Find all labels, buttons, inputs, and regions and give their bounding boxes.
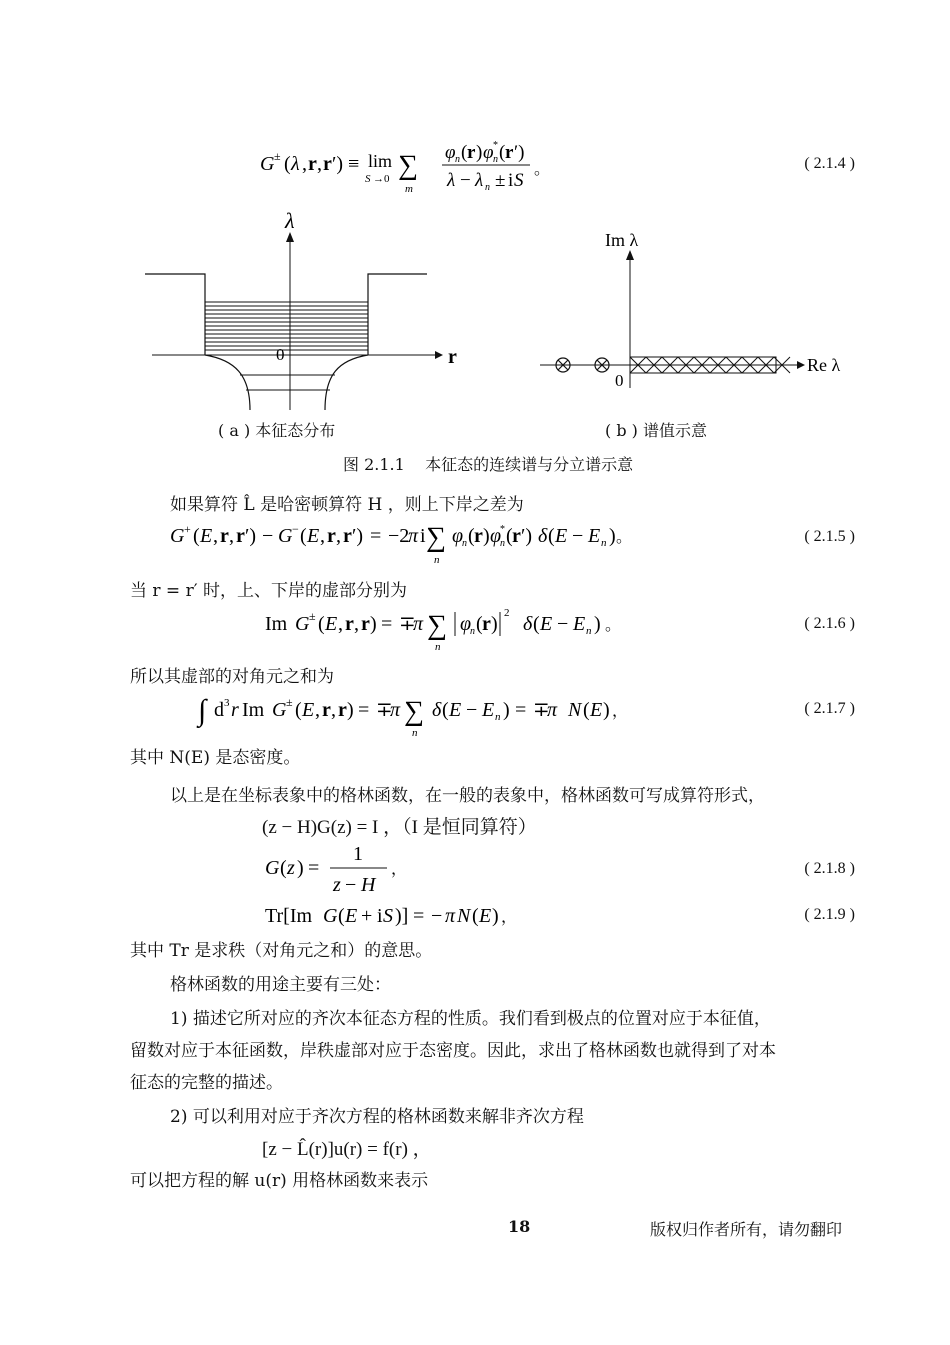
- equation-2-1-4: [250, 132, 580, 194]
- svg-text:E: E: [200, 525, 213, 547]
- svg-text:n: n: [462, 538, 467, 549]
- svg-text:(: (: [476, 613, 483, 635]
- svg-text:r: r: [512, 525, 521, 547]
- svg-text:(: (: [468, 525, 475, 547]
- svg-text:r: r: [236, 525, 245, 547]
- svg-text:G: G: [323, 905, 338, 927]
- svg-text:−: −: [345, 874, 357, 896]
- svg-text:G: G: [272, 699, 287, 721]
- svg-text:φ: φ: [445, 142, 456, 163]
- svg-text:r: r: [231, 699, 239, 721]
- svg-text:(: (: [533, 613, 540, 635]
- svg-text:n: n: [412, 727, 418, 738]
- svg-text:H: H: [361, 874, 376, 896]
- paragraph: 当 r = r′ 时，上、下岸的虚部分别为: [130, 581, 407, 601]
- paragraph: 其中 N(E) 是态密度。: [130, 748, 301, 768]
- figure-label: 图 2.1.1: [343, 455, 405, 474]
- svg-text:−: −: [262, 525, 274, 547]
- equation-number: ( 2.1.7 ): [804, 700, 855, 717]
- svg-text:E: E: [588, 525, 601, 547]
- svg-text:π: π: [413, 613, 424, 635]
- svg-text:r: r: [482, 613, 491, 635]
- svg-text:G: G: [260, 153, 275, 175]
- svg-text:E: E: [573, 613, 586, 635]
- svg-text:(: (: [318, 613, 325, 635]
- svg-text:n: n: [500, 538, 505, 549]
- svg-text:≡: ≡: [348, 153, 360, 175]
- svg-text:): ): [297, 857, 304, 879]
- subcaption-a: ( a ) 本征态分布: [218, 421, 336, 440]
- svg-text:lim: lim: [368, 151, 393, 171]
- copyright-notice: 版权归作者所有，请勿翻印: [650, 1220, 843, 1239]
- svg-text:−: −: [292, 522, 299, 536]
- svg-text:r: r: [322, 699, 331, 721]
- svg-text:(: (: [284, 153, 291, 175]
- svg-text:E: E: [555, 525, 568, 547]
- svg-text:n: n: [493, 154, 498, 165]
- svg-text:±: ±: [274, 149, 281, 163]
- svg-text:π: π: [547, 699, 558, 721]
- svg-text:z: z: [287, 857, 295, 879]
- svg-text:(: (: [300, 525, 307, 547]
- svg-text:): ): [483, 525, 490, 547]
- svg-text:+: +: [361, 905, 373, 927]
- equation-number: ( 2.1.8 ): [804, 860, 855, 877]
- equation-number: ( 2.1.9 ): [804, 906, 855, 923]
- svg-text:φ: φ: [460, 613, 472, 635]
- svg-text:φ: φ: [452, 525, 464, 547]
- svg-text:=: =: [515, 699, 527, 721]
- svg-text:,: ,: [320, 525, 325, 547]
- svg-text:∑: ∑: [427, 610, 447, 641]
- svg-text:i: i: [420, 525, 426, 547]
- svg-text:Tr[Im: Tr[Im: [265, 905, 313, 927]
- svg-text:Im: Im: [265, 613, 288, 635]
- svg-text:，: ，: [501, 909, 518, 926]
- svg-text:,: ,: [336, 525, 341, 547]
- svg-text:r: r: [361, 613, 370, 635]
- svg-text:S: S: [365, 173, 371, 185]
- svg-text:): ): [370, 613, 377, 635]
- svg-text:′): ′): [332, 153, 344, 175]
- svg-text:2: 2: [504, 607, 510, 619]
- svg-text:n: n: [495, 711, 501, 723]
- svg-text:E: E: [482, 699, 495, 721]
- svg-text:E: E: [479, 905, 492, 927]
- svg-text:λ: λ: [475, 170, 484, 191]
- svg-text:φ: φ: [483, 142, 494, 163]
- svg-text:,: ,: [338, 613, 343, 635]
- svg-text:(: (: [295, 699, 302, 721]
- svg-text:−: −: [431, 905, 443, 927]
- svg-text:E: E: [540, 613, 553, 635]
- svg-text:r: r: [505, 142, 514, 163]
- svg-text:，: ，: [391, 861, 408, 878]
- svg-text:): ): [594, 613, 601, 635]
- paragraph: 2) 可以利用对应于齐次方程的格林函数来解非齐次方程: [170, 1107, 584, 1127]
- svg-text:E: E: [325, 613, 338, 635]
- svg-text:): ): [347, 699, 354, 721]
- svg-text:Im: Im: [242, 699, 265, 721]
- paragraph: 其中 Tr 是求秩（对角元之和）的意思。: [130, 941, 433, 961]
- svg-text:E: E: [590, 699, 603, 721]
- page-number: 18: [508, 1217, 531, 1236]
- svg-text:n: n: [485, 182, 490, 193]
- axis-re-lambda: Re λ: [807, 355, 841, 375]
- svg-text:π: π: [445, 905, 456, 927]
- svg-text:S: S: [383, 905, 393, 927]
- svg-text:r: r: [343, 525, 352, 547]
- svg-text:−: −: [572, 525, 584, 547]
- svg-text:E: E: [302, 699, 315, 721]
- svg-text:±: ±: [495, 170, 506, 191]
- equation-number: ( 2.1.5 ): [804, 528, 855, 545]
- svg-text:r: r: [308, 153, 317, 175]
- svg-text:(: (: [583, 699, 590, 721]
- svg-text:(: (: [442, 699, 449, 721]
- svg-text:δ: δ: [538, 525, 548, 547]
- svg-text:r: r: [220, 525, 229, 547]
- figure-caption: [343, 452, 633, 475]
- svg-text:(: (: [280, 857, 287, 879]
- svg-text:δ: δ: [432, 699, 442, 721]
- svg-text:。: 。: [605, 617, 622, 634]
- svg-text:λ: λ: [291, 153, 300, 175]
- svg-text:(: (: [338, 905, 345, 927]
- paragraph: 可以把方程的解 u(r) 用格林函数来表示: [130, 1171, 429, 1191]
- equation-inline: [z − L̂(r)]u(r) = f(r) ，: [262, 1139, 432, 1160]
- svg-text:r: r: [467, 142, 476, 163]
- svg-text:r: r: [323, 153, 332, 175]
- svg-text:(: (: [499, 142, 506, 163]
- svg-text:,: ,: [229, 525, 234, 547]
- svg-text:n: n: [601, 537, 607, 549]
- svg-text:3: 3: [224, 697, 230, 709]
- svg-text:π: π: [390, 699, 401, 721]
- svg-text:)]: )]: [395, 905, 409, 927]
- svg-text:G: G: [265, 857, 280, 879]
- svg-text:n: n: [434, 554, 440, 566]
- svg-text:(: (: [548, 525, 555, 547]
- svg-text:+: +: [184, 522, 191, 536]
- axis-lambda: λ: [285, 210, 295, 233]
- svg-text:N: N: [568, 699, 582, 721]
- equation-2-1-6: [255, 600, 655, 652]
- svg-text:G: G: [295, 613, 310, 635]
- svg-text:n: n: [435, 641, 441, 652]
- svg-text:′): ′): [245, 525, 257, 547]
- svg-text:,: ,: [317, 153, 322, 175]
- svg-text:。: 。: [616, 529, 633, 546]
- svg-text:∓: ∓: [399, 613, 416, 635]
- svg-text:λ: λ: [447, 170, 456, 191]
- svg-text:r: r: [338, 699, 347, 721]
- svg-text:±: ±: [309, 609, 316, 623]
- svg-text:π: π: [408, 525, 419, 547]
- svg-text:=: =: [358, 699, 370, 721]
- equation-2-1-7: [190, 686, 670, 738]
- paragraph: 以上是在坐标表象中的格林函数，在一般的表象中，格林函数可写成算符形式，: [170, 786, 765, 806]
- svg-text:±: ±: [286, 695, 293, 709]
- svg-text:n: n: [455, 154, 460, 165]
- svg-text:z: z: [333, 874, 341, 896]
- svg-text:∑: ∑: [404, 696, 424, 727]
- paragraph: 如果算符 L̂ 是哈密顿算符 H ，则上下岸之差为: [170, 495, 524, 515]
- svg-text:δ: δ: [523, 613, 533, 635]
- figure-caption-text: 本征态的连续谱与分立谱示意: [425, 455, 634, 474]
- subcaption-b: ( b ) 谱值示意: [605, 421, 707, 440]
- svg-text:，: ，: [612, 703, 629, 720]
- svg-text:E: E: [449, 699, 462, 721]
- svg-text:∑: ∑: [426, 522, 446, 553]
- svg-text:E: E: [307, 525, 320, 547]
- equation-2-1-8: [255, 838, 455, 900]
- svg-text:−: −: [460, 170, 471, 191]
- svg-text:∫: ∫: [198, 694, 207, 727]
- svg-text:r: r: [327, 525, 336, 547]
- svg-text:n: n: [470, 626, 475, 637]
- svg-text:=: =: [413, 905, 425, 927]
- paragraph: 格林函数的用途主要有三处：: [170, 975, 391, 995]
- equation-2-1-9: [255, 898, 555, 934]
- svg-text:*: *: [493, 140, 498, 151]
- figure-a-eigenstate-distribution: [140, 210, 470, 415]
- paragraph: 征态的完整的描述。: [130, 1073, 283, 1093]
- svg-text:): ): [492, 905, 499, 927]
- svg-text:,: ,: [302, 153, 307, 175]
- svg-text:n: n: [586, 625, 592, 637]
- svg-text:(: (: [193, 525, 200, 547]
- svg-text:−: −: [466, 699, 478, 721]
- svg-text:=: =: [381, 613, 393, 635]
- svg-text:′): ′): [352, 525, 364, 547]
- svg-text:1: 1: [353, 843, 363, 865]
- svg-text:G: G: [278, 525, 293, 547]
- paragraph: 留数对应于本征函数，岸秩虚部对应于态密度。因此，求出了格林函数也就得到了对本: [130, 1041, 776, 1061]
- axis-r: r: [448, 346, 457, 368]
- svg-text:d: d: [214, 699, 224, 721]
- svg-text:S: S: [514, 170, 524, 191]
- origin-label: 0: [276, 345, 285, 364]
- svg-text:−: −: [557, 613, 569, 635]
- svg-text:r: r: [474, 525, 483, 547]
- equation-number: ( 2.1.6 ): [804, 615, 855, 632]
- svg-text:): ): [609, 525, 616, 547]
- svg-text:*: *: [500, 524, 505, 535]
- svg-text:): ): [503, 699, 510, 721]
- svg-text:): ): [603, 699, 610, 721]
- svg-text:,: ,: [331, 699, 336, 721]
- svg-text:m: m: [405, 183, 413, 194]
- svg-text:−2: −2: [388, 525, 410, 547]
- svg-text:=: =: [370, 525, 382, 547]
- svg-text:i: i: [508, 170, 514, 191]
- svg-text:,: ,: [213, 525, 218, 547]
- equation-2-1-5: [160, 516, 720, 566]
- svg-text:∑: ∑: [398, 150, 418, 181]
- axis-im-lambda: Im λ: [605, 230, 639, 250]
- svg-text:→0: →0: [373, 173, 390, 185]
- svg-text:∓: ∓: [376, 699, 393, 721]
- equation-number: ( 2.1.4 ): [804, 155, 855, 172]
- svg-text:∓: ∓: [533, 699, 550, 721]
- svg-text:r: r: [345, 613, 354, 635]
- svg-text:i: i: [377, 905, 383, 927]
- svg-text:N: N: [457, 905, 471, 927]
- svg-text:′): ′): [514, 142, 525, 163]
- svg-text:): ): [491, 613, 498, 635]
- svg-text:,: ,: [315, 699, 320, 721]
- svg-text:G: G: [170, 525, 185, 547]
- paragraph: 所以其虚部的对角元之和为: [130, 667, 334, 687]
- equation-inline: (z − H)G(z) = I ，（I 是恒同算符）: [262, 817, 537, 838]
- svg-text:′): ′): [521, 525, 533, 547]
- figure-b-spectrum: [535, 228, 865, 398]
- svg-text:φ: φ: [490, 525, 502, 547]
- svg-text:(: (: [461, 142, 468, 163]
- svg-text:,: ,: [354, 613, 359, 635]
- svg-text:=: =: [308, 857, 320, 879]
- svg-text:E: E: [345, 905, 358, 927]
- svg-text:): ): [476, 142, 483, 163]
- svg-text:(: (: [506, 525, 513, 547]
- paragraph: 1) 描述它所对应的齐次本征态方程的性质。我们看到极点的位置对应于本征值，: [170, 1009, 771, 1029]
- origin-label-b: 0: [615, 371, 624, 390]
- svg-text:。: 。: [534, 161, 551, 178]
- svg-text:(: (: [472, 905, 479, 927]
